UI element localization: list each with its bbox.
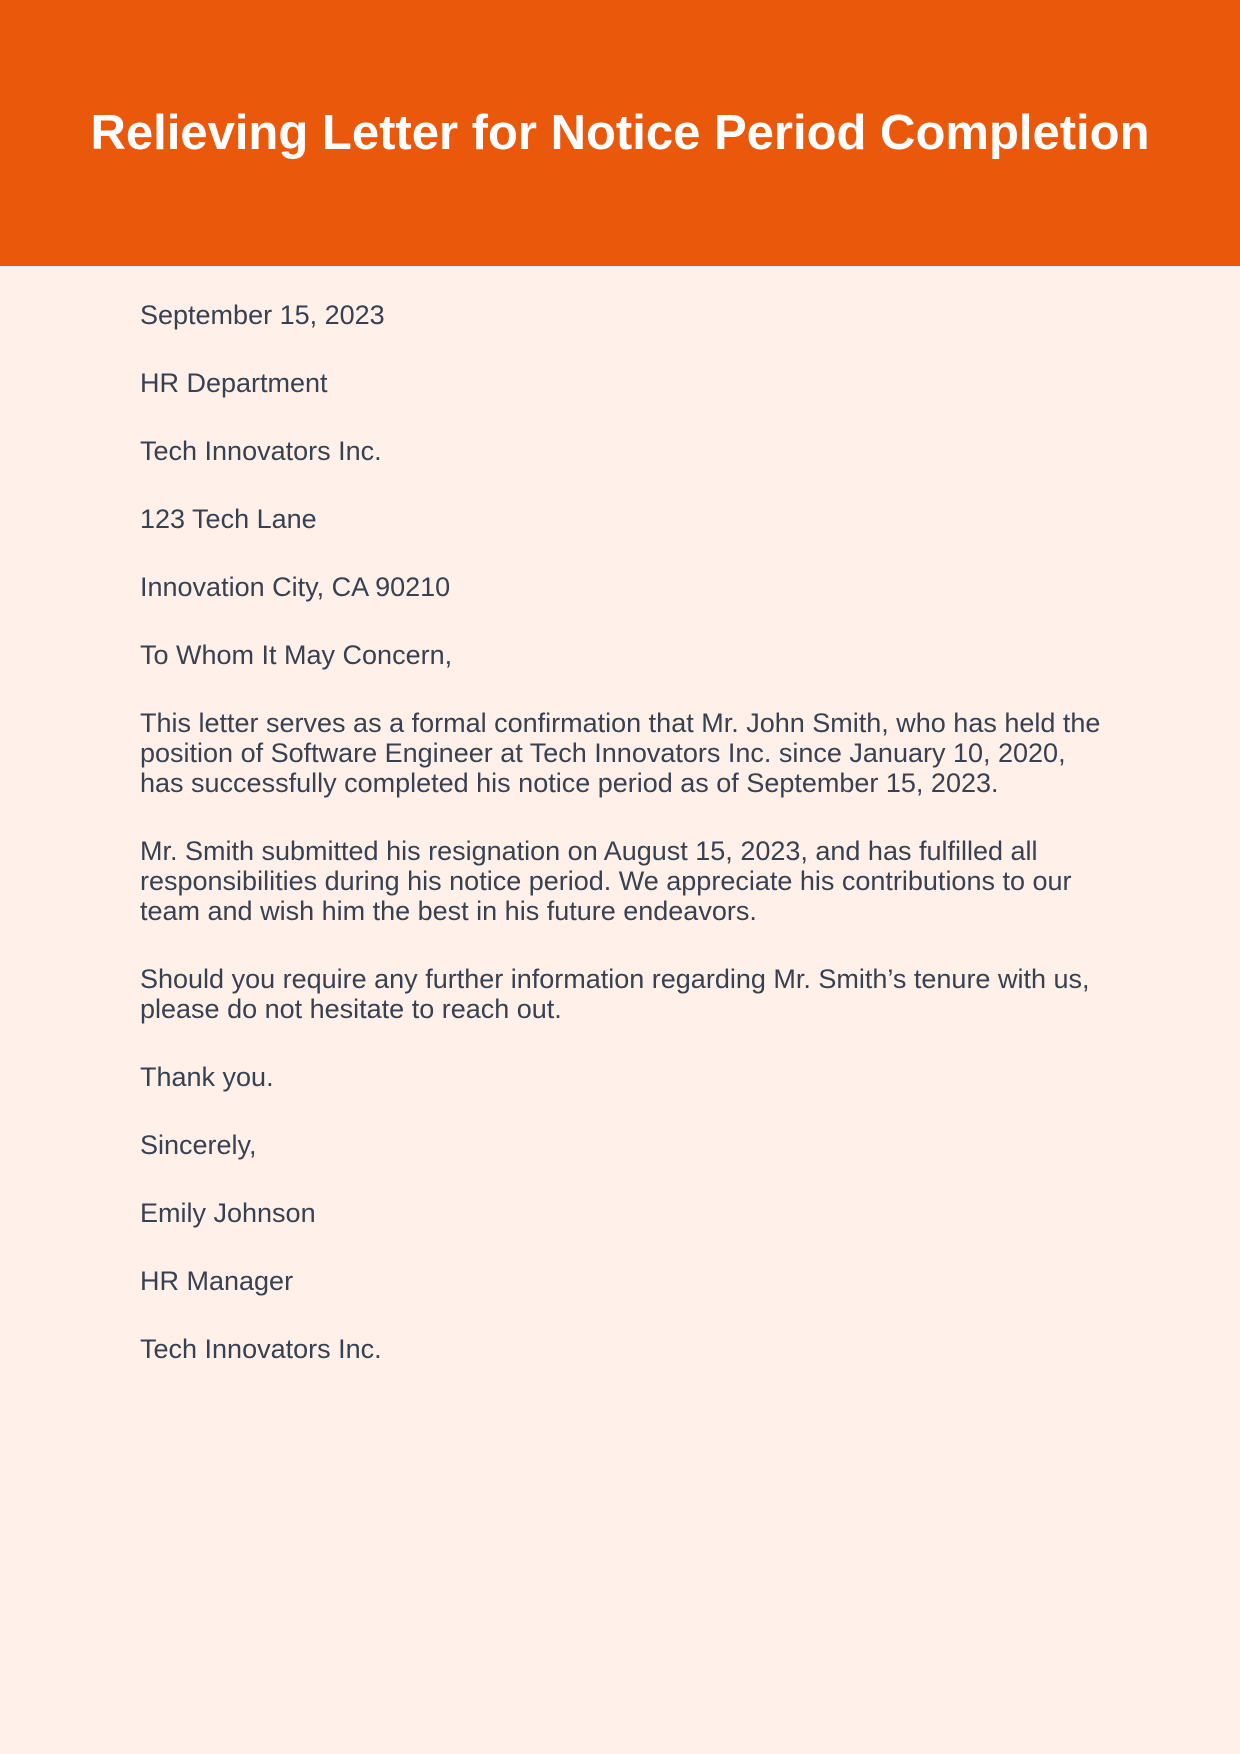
recipient-street: 123 Tech Lane — [140, 504, 317, 534]
letter-body — [140, 300, 1110, 1402]
signer-title: HR Manager — [140, 1266, 294, 1296]
paragraph: Should you require any further information regarding Mr. Smith’s tenure with us, please do not hesitate to reach out. — [140, 964, 1090, 1024]
page-title: Relieving Letter for Notice Period Completion — [90, 106, 1150, 160]
header-banner — [0, 0, 1240, 266]
salutation: To Whom It May Concern, — [140, 640, 453, 670]
recipient-city: Innovation City, CA 90210 — [140, 572, 451, 602]
paragraph: Mr. Smith submitted his resignation on August 15, 2023, and has fulfilled all responsibilities during his notice period. We appreciate his contributions to our team and wish him the best in his future endeavors. — [140, 836, 1072, 926]
thanks-line: Thank you. — [140, 1062, 274, 1092]
closing: Sincerely, — [140, 1130, 257, 1160]
letter-date: September 15, 2023 — [140, 300, 385, 330]
signer-name: Emily Johnson — [140, 1198, 316, 1228]
recipient-department: HR Department — [140, 368, 328, 398]
signer-company: Tech Innovators Inc. — [140, 1334, 382, 1364]
recipient-company: Tech Innovators Inc. — [140, 436, 382, 466]
paragraph: This letter serves as a formal confirmation that Mr. John Smith, who has held the position of Software Engineer at Tech Innovators Inc. since January 10, 2020, has successfully completed his notice period as of September 15, 2023. — [140, 708, 1101, 798]
